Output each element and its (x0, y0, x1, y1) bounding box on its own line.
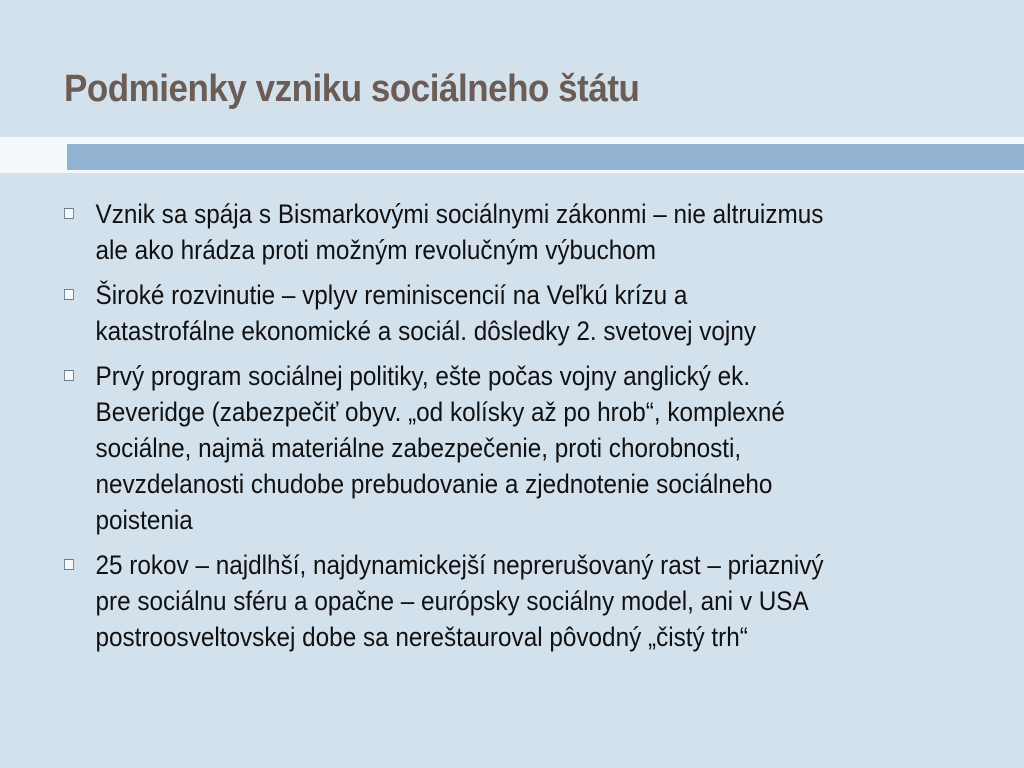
bullet-list (64, 196, 964, 664)
bullet-line: pre sociálnu sféru a opačne – európsky sociálny model, ani v USA (95, 586, 809, 616)
bullet-line: ale ako hrádza proti možným revolučným výbuchom (95, 235, 657, 265)
square-bullet-icon (64, 370, 74, 381)
bullet-line: nevzdelanosti chudobe prebudovanie a zjednotenie sociálneho (95, 469, 773, 499)
bullet-item (64, 196, 996, 268)
bullet-line: Beveridge (zabezpečiť obyv. „od kolísky až po hrob“, komplexné (95, 397, 785, 427)
bullet-line: postroosveltovskej dobe sa nereštauroval pôvodný „čistý trh“ (95, 622, 748, 652)
bullet-line: katastrofálne ekonomické a sociál. dôsledky 2. svetovej vojny (95, 316, 757, 346)
bullet-item (64, 277, 996, 349)
bullet-line: Vznik sa spája s Bismarkovými sociálnymi zákonmi – nie altruizmus (95, 199, 824, 229)
title-divider-accent-bar (67, 144, 1024, 170)
slide-title: Podmienky vzniku sociálneho štátu (64, 68, 640, 110)
bullet-item (64, 547, 996, 655)
square-bullet-icon (64, 289, 74, 300)
square-bullet-icon (64, 559, 74, 570)
bullet-item (64, 358, 996, 538)
bullet-line: Široké rozvinutie – vplyv reminiscencií na Veľkú krízu a (95, 280, 688, 310)
bullet-line: poistenia (95, 505, 193, 535)
square-bullet-icon (64, 208, 74, 219)
bullet-line: 25 rokov – najdlhší, najdynamickejší neprerušovaný rast – priaznivý (95, 550, 824, 580)
bullet-line: sociálne, najmä materiálne zabezpečenie, proti chorobnosti, (95, 433, 742, 463)
bullet-line: Prvý program sociálnej politiky, ešte počas vojny anglický ek. (95, 361, 751, 391)
